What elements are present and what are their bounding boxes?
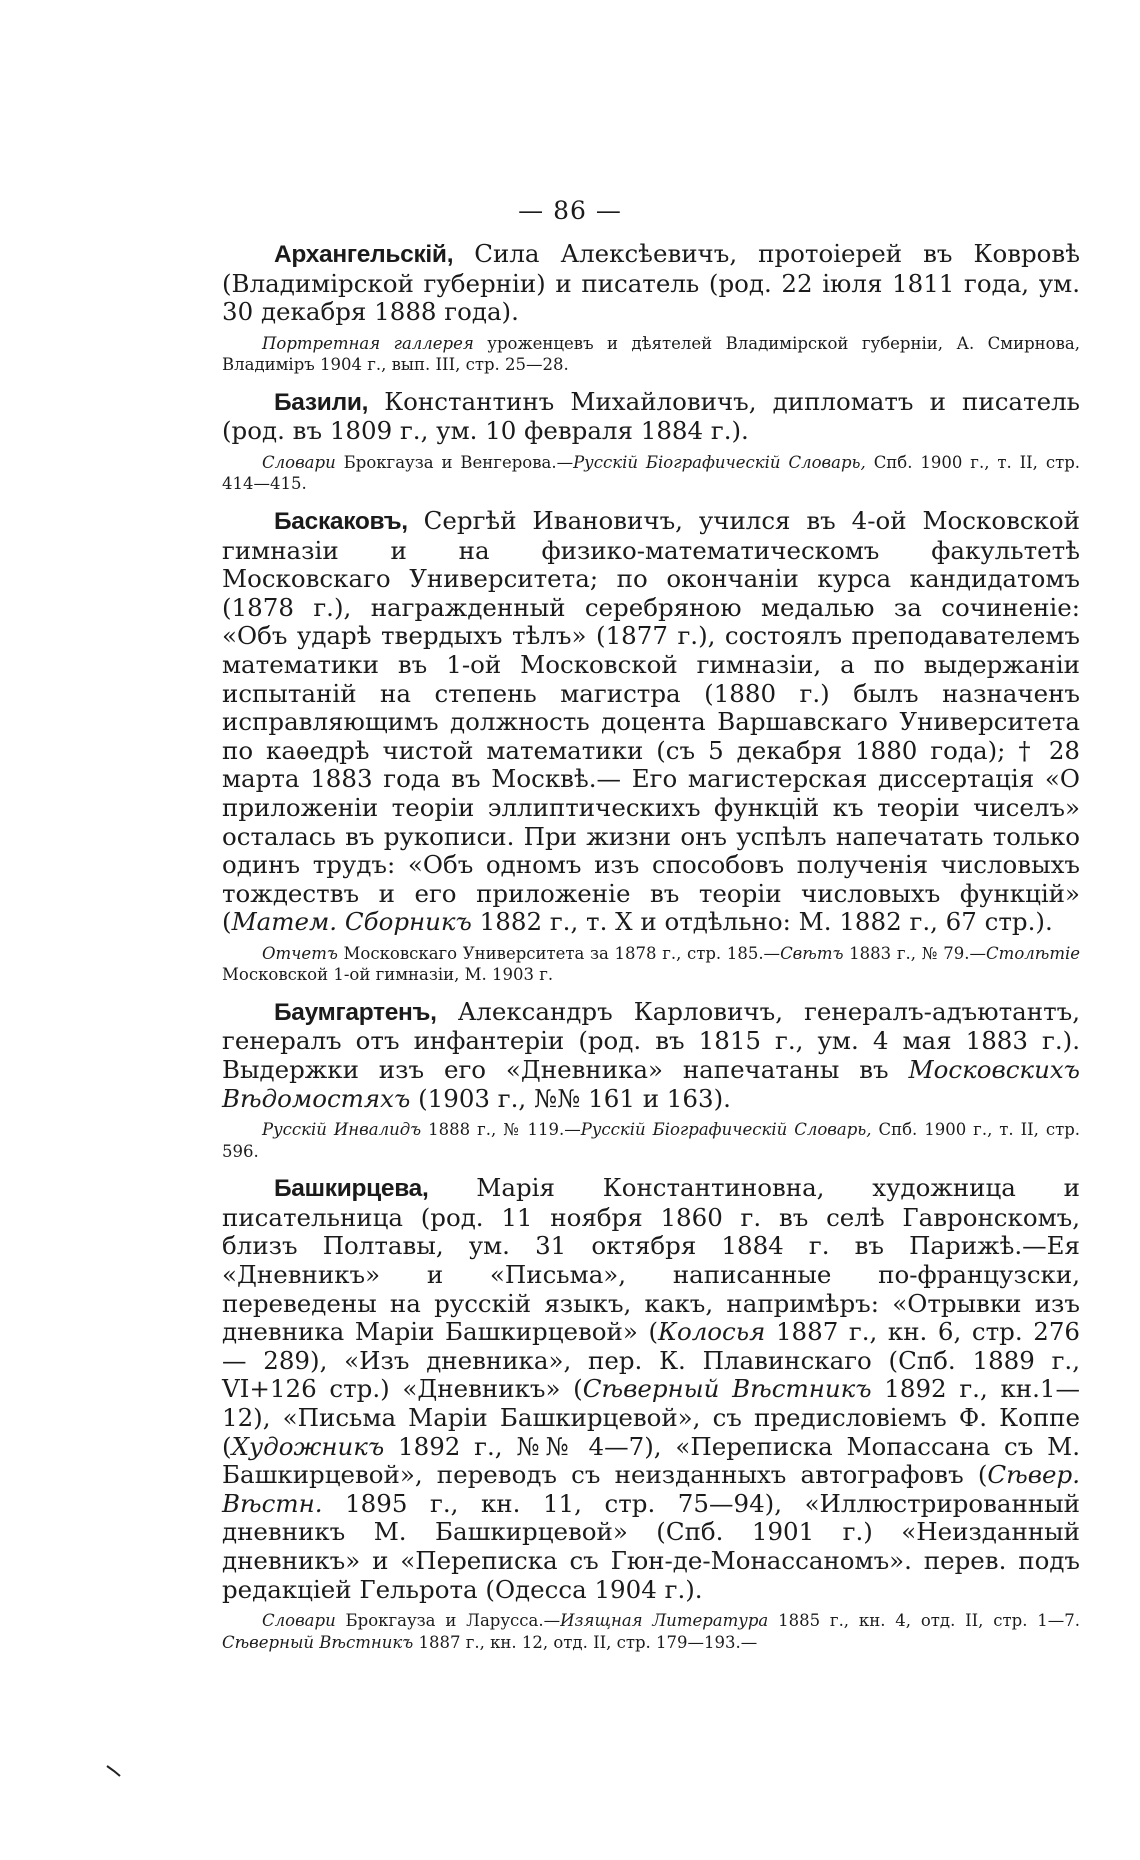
- source-note: [222, 1610, 1080, 1653]
- source-text: Брокгауза и Ларусса.—: [345, 1611, 561, 1631]
- source-text: 1885 г., кн. 4, отд. II, стр. 1—7.: [778, 1611, 1081, 1631]
- entry-name: Базили,: [274, 388, 369, 416]
- entry-italic: Сѣверный Вѣстникъ: [582, 1374, 872, 1404]
- source-title: Свѣтъ: [780, 943, 844, 963]
- entry-text: Сила Алексѣевичъ, протоіерей въ Ковровѣ (Владимірской губерніи) и писатель (род. 22 іюля 1811 года, ум. 30 декабря 1888 года).: [222, 239, 1080, 327]
- source-title: Столѣтіе: [986, 943, 1081, 963]
- entry-italic: Московскихъ Вѣдомостяхъ: [222, 1055, 1080, 1113]
- entry-text: 1892 г., кн.1—12), «Письма Маріи Башкирцевой», съ предисловіемъ Ф. Коппе (: [222, 1374, 1080, 1461]
- source-title: Словари: [262, 452, 336, 472]
- entry-text: 1892 г., №№ 4—7), «Переписка Мопассана съ М. Башкирцевой», переводъ съ неизданныхъ автографовъ (: [222, 1431, 1080, 1490]
- entry-baumgarten: [222, 998, 1080, 1113]
- source-note: [222, 333, 1080, 376]
- entry-name: Баскаковъ,: [274, 507, 408, 535]
- entry-italic: Колосья: [658, 1317, 766, 1347]
- entry-text: Константинъ Михайловичъ, дипломатъ и писатель (род. въ 1809 г., ум. 10 февраля 1884 г.).: [222, 386, 1080, 446]
- source-title: Русскій Инвалидъ: [262, 1120, 422, 1140]
- entry-text: Александръ Карловичъ, генералъ-адъютантъ, генералъ отъ инфантеріи (род. въ 1815 г., ум. 4 мая 1883 г.). Выдержки изъ его «Дневника» напечатаны въ: [222, 996, 1080, 1085]
- source-note: [222, 1119, 1080, 1162]
- entry-name: Баумгартенъ,: [274, 998, 437, 1026]
- source-text: 1883 г., № 79.—: [849, 943, 987, 963]
- entry-text: Сергѣй Ивановичъ, учился въ 4-ой Московской гимназіи и на физико-математическомъ факультетѣ Московскаго Университета; по окончаніи курса кандидатомъ (1878 г.), награжденный серебряною медалью за сочиненіе: «Объ ударѣ твердыхъ тѣлъ» (1877 г.), состоялъ преподавателемъ математики въ 1-ой Московской гимназіи, а по выдержаніи испытаній на степень магистра (1880 г.) былъ назначенъ исправляющимъ должность доцента Варшавскаго Университета по каѳедрѣ чистой математики (съ 5 декабря 1880 года); † 28 марта 1883 года въ Москвѣ.— Его магистерская диссертація «О приложеніи теоріи эллиптическихъ функцій къ теоріи чиселъ» осталась въ рукописи. При жизни онъ успѣлъ напечатать только одинъ трудъ: «Объ одномъ изъ способовъ полученія числовыхъ тождествъ и его приложеніе въ теоріи числовыхъ функцій» (: [222, 505, 1081, 937]
- entry-text: 1887 г., кн. 6, стр. 276 — 289), «Изъ дневника», пер. К. Плавинскаго (Спб. 1889 г., VI+126 стр.) «Дневникъ» (: [222, 1317, 1080, 1404]
- entry-text: 1882 г., т. X и отдѣльно: М. 1882 г., 67 стр.).: [471, 907, 1053, 937]
- source-title: Русскій Біографическій Словарь,: [573, 452, 866, 472]
- entry-bashkirtseva: [222, 1174, 1080, 1604]
- source-note: [222, 943, 1080, 986]
- source-note: [222, 452, 1080, 495]
- entry-text: Марія Константиновна, художница и писательница (род. 11 ноября 1860 г. въ селѣ Гавронскомъ, близъ Полтавы, ум. 31 октября 1884 г. въ Парижѣ.—Ея «Дневникъ» и «Письма», написанные по-французски, переведены на русскій языкъ, какъ, напримѣръ: «Отрывки изъ дневника Маріи Башкирцевой» (: [222, 1173, 1080, 1347]
- entry-italic: Матем. Сборникъ: [231, 907, 472, 937]
- page-number: — 86 —: [518, 196, 622, 225]
- source-text: Московской 1-ой гимназіи, М. 1903 г.: [222, 965, 554, 985]
- entry-text: 1895 г., кн. 11, стр. 75—94), «Иллюстрированный дневникъ М. Башкирцевой» (Спб. 1901 г.) «Неизданный дневникъ» и «Переписка съ Гюн-де-Монассаномъ». перев. подъ редакціей Гельрота (Одесса 1904 г.).: [222, 1488, 1080, 1604]
- entry-arkhangelsky: [222, 240, 1080, 327]
- entry-baskakov: [222, 507, 1080, 937]
- entry-name: Архангельскій,: [274, 241, 454, 268]
- source-title: Русскій Біографическій Словарь,: [580, 1120, 872, 1140]
- source-text: Спб. 1900 г., т. II, стр. 414—415.: [222, 452, 1081, 494]
- source-text: 1888 г., № 119.—: [428, 1120, 581, 1140]
- source-title: Изящная Литература: [560, 1611, 769, 1631]
- source-title: Портретная галлерея: [262, 333, 474, 353]
- source-text: Брокгауза и Венгерова.—: [343, 452, 574, 472]
- source-title: Отчетъ: [262, 943, 338, 963]
- source-title: Словари: [262, 1611, 336, 1631]
- entry-italic: Сѣвер. Вѣстн.: [222, 1460, 1080, 1518]
- source-text: Спб. 1900 г., т. II, стр. 596.: [222, 1120, 1081, 1161]
- text-column: [222, 240, 1080, 1665]
- source-text: 1887 г., кн. 12, отд. II, стр. 179—193.—: [418, 1632, 758, 1652]
- entry-italic: Художникъ: [231, 1431, 385, 1461]
- source-text: уроженцевъ и дѣятелей Владимірской губерніи, А. Смирнова, Владиміръ 1904 г., вып. III, стр. 25—28.: [222, 333, 1080, 375]
- entry-bazili: [222, 388, 1080, 446]
- entry-name: Башкирцева,: [274, 1175, 429, 1203]
- entry-text: (1903 г., №№ 161 и 163).: [410, 1083, 731, 1113]
- source-title: Сѣверный Вѣстникъ: [222, 1632, 414, 1652]
- ink-mark: [106, 1765, 122, 1777]
- source-text: Московскаго Университета за 1878 г., стр. 185.—: [343, 943, 781, 963]
